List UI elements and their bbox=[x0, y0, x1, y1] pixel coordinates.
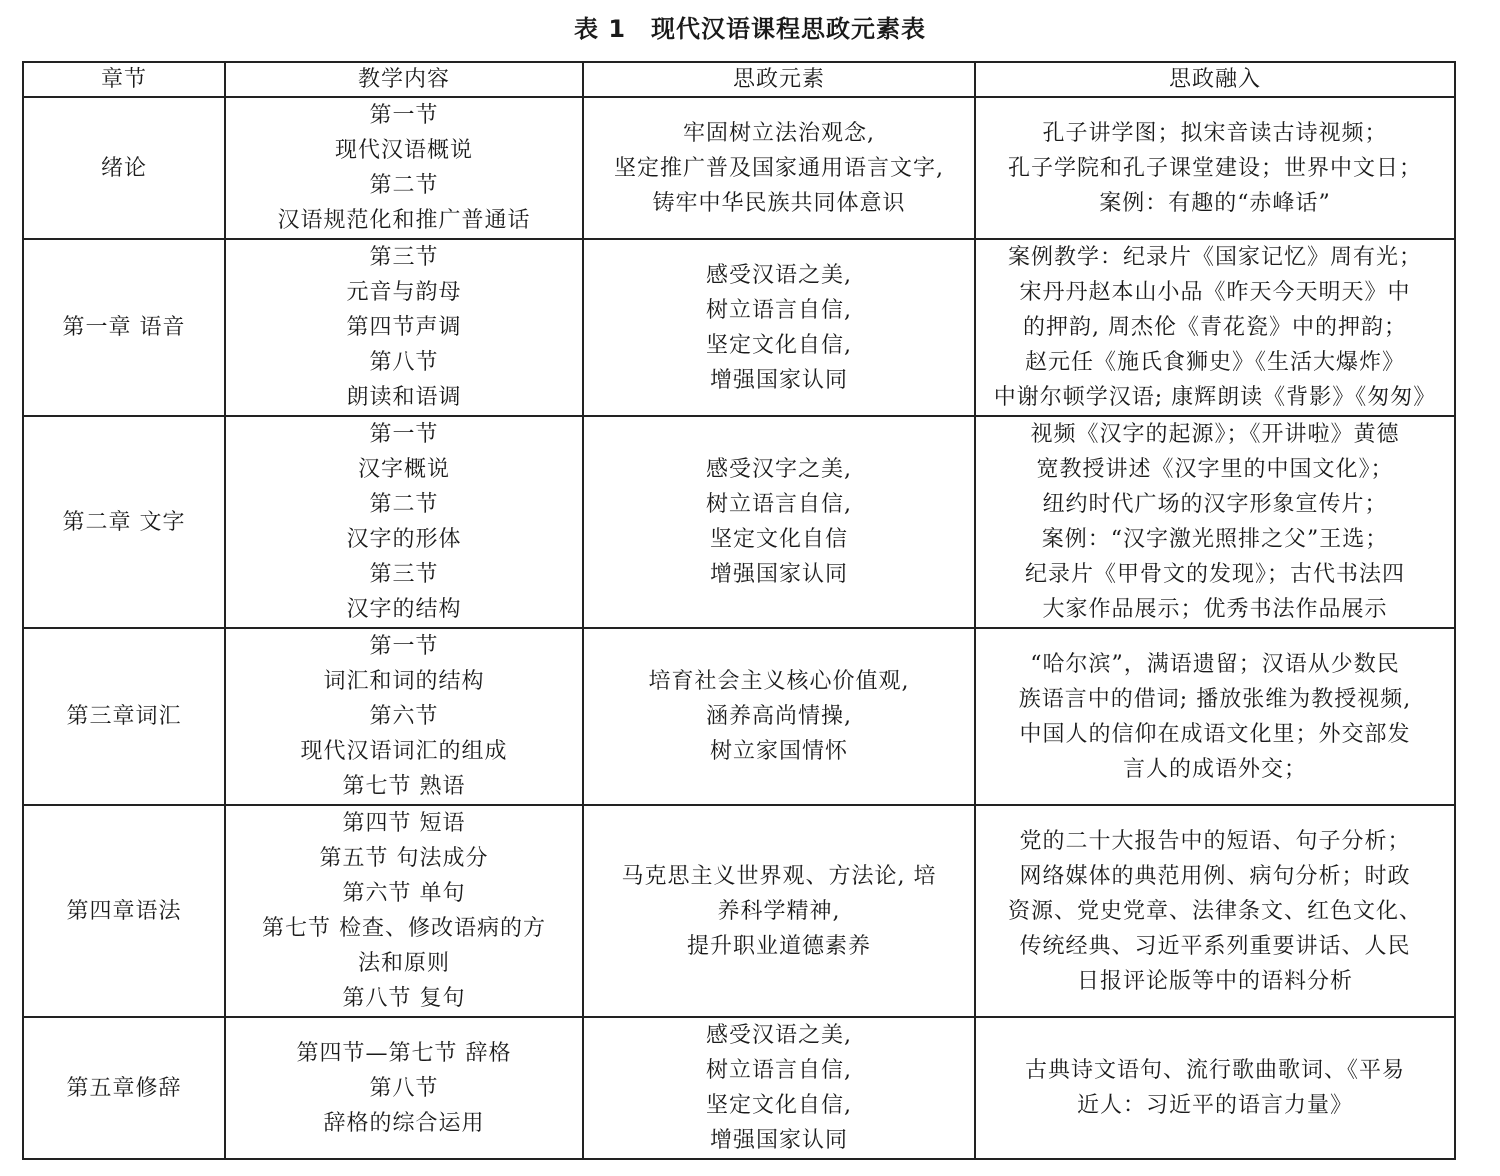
cell-line: 族语言中的借词; 播放张维为教授视频, bbox=[1018, 686, 1412, 712]
cell-line: 党的二十大报告中的短语、句子分析； bbox=[1019, 828, 1411, 854]
cell-line: 铸牢中华民族共同体意识 bbox=[652, 190, 906, 216]
cell-line: 树立语言自信, bbox=[706, 492, 852, 517]
table-row bbox=[23, 628, 1455, 805]
cell-line: 涵养高尚情操, bbox=[706, 704, 852, 729]
cell-line: 现代汉语概说 bbox=[334, 138, 473, 163]
chapter-cell bbox=[23, 97, 225, 239]
header-teaching-content: 教学内容 bbox=[225, 62, 583, 97]
cell-line: 第四节 短语 bbox=[342, 811, 466, 836]
cell-line: 言人的成语外交； bbox=[1122, 756, 1307, 782]
cell-line: 感受汉字之美, bbox=[706, 457, 852, 482]
cell-line: 法和原则 bbox=[357, 951, 450, 976]
table-body bbox=[23, 97, 1455, 1159]
cell-line: 传统经典、习近平系列重要讲话、人民 bbox=[1019, 933, 1411, 959]
cell-line: 第二节 bbox=[369, 173, 439, 198]
teaching-content-cell bbox=[225, 416, 583, 628]
teaching-content-cell bbox=[225, 805, 583, 1017]
cell-line: 孔子学院和孔子课堂建设；世界中文日； bbox=[1007, 155, 1422, 181]
chapter-label: 第二章 文字 bbox=[62, 509, 186, 535]
cell-line: 中国人的信仰在成语文化里；外交部发 bbox=[1019, 721, 1411, 747]
cell-line: 第六节 单句 bbox=[342, 881, 466, 906]
ideological-integration-cell bbox=[975, 416, 1455, 628]
cell-line: 增强国家认同 bbox=[709, 562, 848, 587]
teaching-content-cell bbox=[225, 628, 583, 805]
cell-line: 感受汉语之美, bbox=[706, 262, 852, 288]
cell-line: 第八节 bbox=[369, 350, 439, 375]
cell-line: 汉字的结构 bbox=[346, 597, 462, 622]
header-row bbox=[23, 62, 1455, 97]
ideological-elements-cell bbox=[583, 416, 975, 628]
cell-line: 的押韵, 周杰伦《青花瓷》中的押韵； bbox=[1023, 315, 1407, 340]
chapter-cell bbox=[23, 1017, 225, 1159]
cell-line: 第六节 bbox=[369, 704, 439, 729]
table-row bbox=[23, 239, 1455, 416]
cell-line: 第四节声调 bbox=[346, 315, 462, 340]
chapter-label: 第四章语法 bbox=[66, 898, 182, 924]
cell-line: 汉字概说 bbox=[357, 457, 450, 482]
cell-line: 案例：有趣的“赤峰话” bbox=[1099, 190, 1331, 216]
cell-line: 宋丹丹赵本山小品《昨天今天明天》中 bbox=[1019, 280, 1411, 305]
cell-line: 第三节 bbox=[369, 245, 439, 270]
cell-line: 赵元任《施氏食狮史》《生活大爆炸》 bbox=[1024, 350, 1405, 375]
table-row bbox=[23, 805, 1455, 1017]
cell-line: 纪录片《甲骨文的发现》；古代书法四 bbox=[1024, 562, 1405, 587]
ideological-integration-cell bbox=[975, 805, 1455, 1017]
cell-line: 第五节 句法成分 bbox=[319, 846, 489, 871]
table-caption: 表 1 现代汉语课程思政元素表 bbox=[573, 15, 927, 43]
ideological-elements-cell bbox=[583, 1017, 975, 1159]
chapter-label: 第五章修辞 bbox=[66, 1075, 182, 1101]
cell-line: 第七节 检查、修改语病的方 bbox=[262, 916, 546, 941]
cell-line: 牢固树立法治观念, bbox=[683, 120, 875, 146]
teaching-content-cell bbox=[225, 97, 583, 239]
header-ideological-elements: 思政元素 bbox=[583, 62, 975, 97]
cell-line: 案例：“汉字激光照排之父”王选； bbox=[1041, 527, 1389, 552]
ideological-elements-cell bbox=[583, 805, 975, 1017]
cell-line: 坚定文化自信, bbox=[706, 332, 852, 358]
cell-line: 第一节 bbox=[369, 634, 439, 659]
chapter-label: 第三章词汇 bbox=[66, 704, 182, 729]
cell-line: 近人：习近平的语言力量》 bbox=[1076, 1093, 1353, 1118]
chapter-label: 绪论 bbox=[100, 155, 147, 181]
ideological-elements-cell bbox=[583, 97, 975, 239]
ideological-integration-cell bbox=[975, 239, 1455, 416]
cell-line: 日报评论版等中的语料分析 bbox=[1076, 968, 1353, 994]
cell-line: 树立语言自信, bbox=[706, 1058, 852, 1083]
chapter-cell bbox=[23, 239, 225, 416]
cell-line: 纽约时代广场的汉字形象宣传片； bbox=[1042, 492, 1388, 517]
cell-line: 第三节 bbox=[369, 562, 439, 587]
cell-line: 汉语规范化和推广普通话 bbox=[277, 208, 531, 233]
chapter-cell bbox=[23, 628, 225, 805]
ideological-elements-cell bbox=[583, 628, 975, 805]
cell-line: 坚定推广普及国家通用语言文字, bbox=[614, 155, 944, 181]
cell-line: 资源、党史党章、法律条文、红色文化、 bbox=[1007, 898, 1422, 924]
cell-line: 视频《汉字的起源》；《开讲啦》黄德 bbox=[1030, 422, 1400, 447]
cell-line: 辞格的综合运用 bbox=[323, 1110, 485, 1136]
header-ideological-integration: 思政融入 bbox=[975, 62, 1455, 97]
cell-line: 马克思主义世界观、方法论, 培 bbox=[621, 863, 937, 889]
table-row bbox=[23, 416, 1455, 628]
cell-line: 树立家国情怀 bbox=[709, 739, 848, 764]
cell-line: 树立语言自信, bbox=[706, 297, 852, 323]
cell-line: 朗读和语调 bbox=[346, 385, 462, 410]
ideological-integration-cell bbox=[975, 628, 1455, 805]
cell-line: 古典诗文语句、流行歌曲歌词、《平易 bbox=[1024, 1058, 1405, 1083]
ideological-integration-cell bbox=[975, 97, 1455, 239]
cell-line: “哈尔滨”，满语遗留；汉语从少数民 bbox=[1030, 651, 1400, 677]
cell-line: 第二节 bbox=[369, 492, 439, 517]
table-row bbox=[23, 97, 1455, 239]
cell-line: 第一节 bbox=[369, 103, 439, 128]
ideological-elements-table bbox=[22, 61, 1456, 1160]
cell-line: 坚定文化自信 bbox=[709, 527, 848, 552]
cell-line: 汉字的形体 bbox=[346, 527, 462, 552]
cell-line: 现代汉语词汇的组成 bbox=[300, 739, 508, 764]
teaching-content-cell bbox=[225, 1017, 583, 1159]
header-chapter: 章节 bbox=[23, 62, 225, 97]
cell-line: 感受汉语之美, bbox=[706, 1023, 852, 1048]
cell-line: 大家作品展示；优秀书法作品展示 bbox=[1042, 597, 1388, 622]
cell-line: 增强国家认同 bbox=[709, 1128, 848, 1153]
cell-line: 中谢尔顿学汉语; 康辉朗读《背影》《匆匆》 bbox=[993, 385, 1437, 410]
cell-line: 第四节—第七节 辞格 bbox=[296, 1040, 512, 1066]
teaching-content-cell bbox=[225, 239, 583, 416]
chapter-cell bbox=[23, 805, 225, 1017]
cell-line: 案例教学：纪录片《国家记忆》周有光； bbox=[1007, 245, 1422, 270]
cell-line: 第一节 bbox=[369, 422, 439, 447]
ideological-elements-cell bbox=[583, 239, 975, 416]
chapter-cell bbox=[23, 416, 225, 628]
cell-line: 宽教授讲述《汉字里的中国文化》； bbox=[1036, 457, 1394, 482]
cell-line: 孔子讲学图；拟宋音读古诗视频； bbox=[1042, 120, 1388, 146]
cell-line: 元音与韵母 bbox=[346, 280, 462, 305]
cell-line: 养科学精神, bbox=[717, 898, 841, 924]
cell-line: 增强国家认同 bbox=[709, 367, 848, 393]
cell-line: 网络媒体的典范用例、病句分析；时政 bbox=[1019, 863, 1411, 889]
table-row bbox=[23, 1017, 1455, 1159]
chapter-label: 第一章 语音 bbox=[62, 315, 186, 340]
cell-line: 第八节 bbox=[369, 1075, 439, 1101]
cell-line: 坚定文化自信, bbox=[706, 1093, 852, 1118]
ideological-integration-cell bbox=[975, 1017, 1455, 1159]
cell-line: 第八节 复句 bbox=[342, 986, 466, 1011]
cell-line: 第七节 熟语 bbox=[342, 774, 466, 799]
cell-line: 词汇和词的结构 bbox=[323, 669, 485, 694]
cell-line: 培育社会主义核心价值观, bbox=[648, 669, 910, 694]
cell-line: 提升职业道德素养 bbox=[686, 933, 871, 959]
